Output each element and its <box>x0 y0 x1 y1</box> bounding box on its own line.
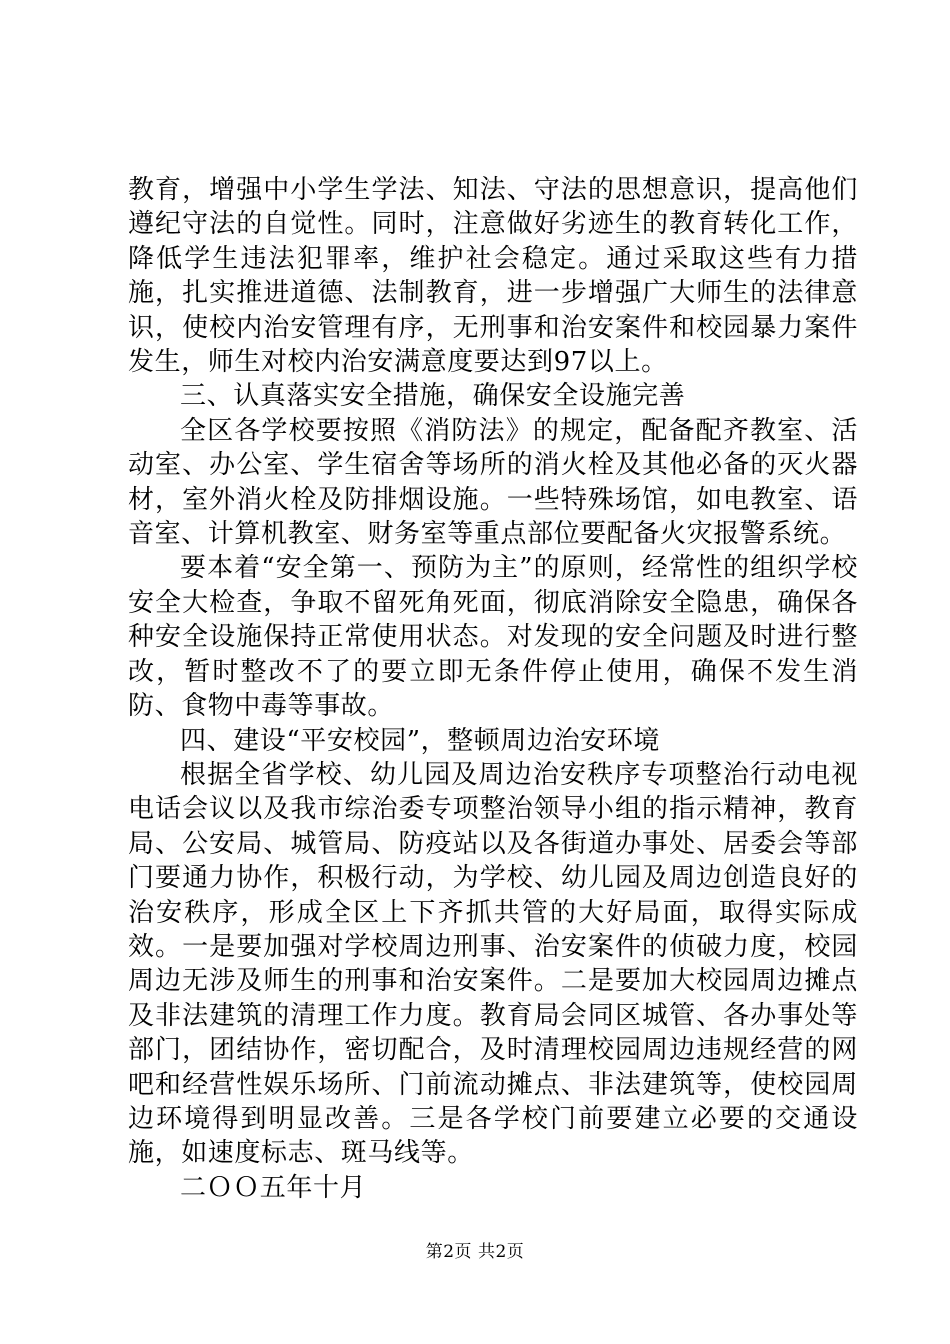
section-heading-safety-measures: 三、认真落实安全措施，确保安全设施完善 <box>180 381 686 412</box>
paragraph-fire-equipment: 全区各学校要按照《消防法》的规定，配备配齐教室、活动室、办公室、学生宿舍等场所的消火栓及其他必备的灭火器材，室外消火栓及防排烟设施。一些特殊场馆，如电教室、语音室、计算机教室、财务室等重点部位要配备火灾报警系统。 <box>128 415 858 550</box>
paragraph-safety-inspection: 要本着“安全第一、预防为主”的原则，经常性的组织学校安全大检查，争取不留死角死面，彻底消除安全隐患，确保各种安全设施保持正常使用状态。对发现的安全问题及时进行整改，暂时整改不了的要立即无条件停止使用，确保不发生消防、食物中毒等事故。 <box>128 553 858 722</box>
paragraph-surrounding-environment: 根据全省学校、幼儿园及周边治安秩序专项整治行动电视电话会议以及我市综治委专项整治领导小组的指示精神，教育局、公安局、城管局、防疫站以及各街道办事处、居委会等部门要通力协作，积极行动，为学校、幼儿园及周边创造良好的治安秩序，形成全区上下齐抓共管的大好局面，取得实际成效。一是要加强对学校周边刑事、治安案件的侦破力度，校园周边无涉及师生的刑事和治安案件。二是要加大校园周边摊点及非法建筑的清理工作力度。教育局会同区城管、各办事处等部门，团结协作，密切配合，及时清理校园周边违规经营的网吧和经营性娱乐场所、门前流动摊点、非法建筑等，使校园周边环境得到明显改善。三是各学校门前要建立必要的交通设施，如速度标志、斑马线等。 <box>128 759 858 1169</box>
document-date: 二ＯＯ五年十月 <box>180 1172 367 1203</box>
page-number-footer: 第2页 共2页 <box>425 1242 525 1262</box>
section-heading-safe-campus: 四、建设“平安校园”，整顿周边治安环境 <box>180 725 660 756</box>
paragraph-continued-education: 教育，增强中小学生学法、知法、守法的思想意识，提高他们遵纪守法的自觉性。同时，注意做好劣迹生的教育转化工作，降低学生违法犯罪率，维护社会稳定。通过采取这些有力措施，扎实推进道德、法制教育，进一步增强广大师生的法律意识，使校内治安管理有序，无刑事和治安案件和校园暴力案件发生，师生对校内治安满意度要达到97以上。 <box>128 175 858 378</box>
document-body <box>128 173 858 1205</box>
